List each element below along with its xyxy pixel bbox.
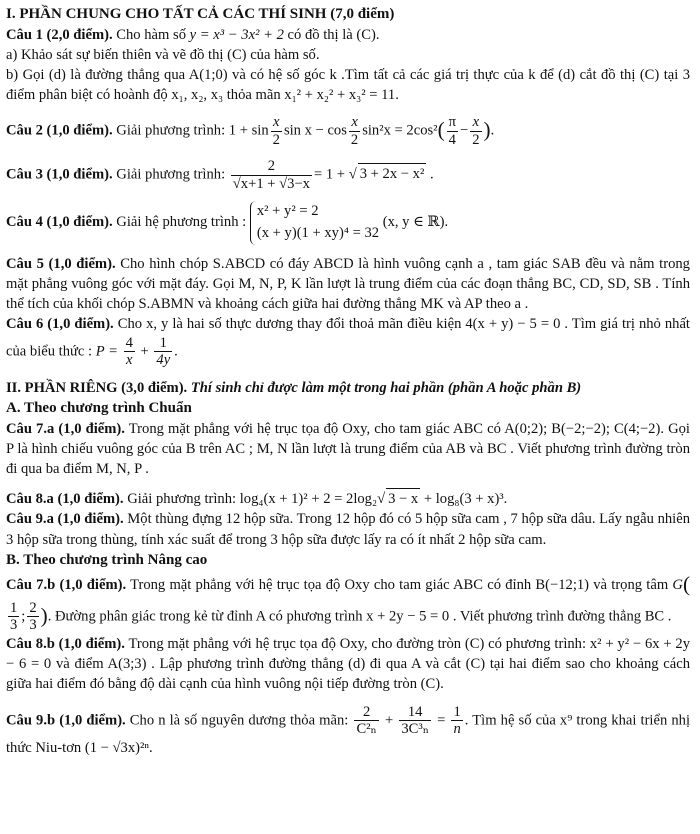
question-9b: Câu 9.b (1,0 điểm). Cho n là số nguyên dương thỏa mãn: $\frac{2}{\text{C²ₙ}}$ + $\frac{14}{\text{3C³ₙ}}$ = $\frac{1}{n}$ . Tìm hệ số của x⁹ trong khai triển nhị thức Niu-tơn (1 − √3x)²ⁿ. bbox=[6, 703, 690, 757]
question-4: Câu 4 (1,0 điểm). Giải hệ phương trình : x² + y² = 2 (x + y)(1 + xy)⁴ = 32 (x, y ∈ ℝ). bbox=[6, 201, 690, 245]
q6-label: Câu 6 (1,0 điểm). bbox=[6, 316, 114, 333]
section-2-heading: II. PHẦN RIÊNG (3,0 điểm). Thí sinh chỉ được làm một trong hai phần (phần A hoặc phần B) bbox=[6, 380, 582, 397]
fraction: $\frac{x}{2}$ bbox=[472, 114, 480, 148]
q9a-label: Câu 9.a (1,0 điểm). bbox=[6, 511, 124, 528]
fraction: $\frac{2}{√x+1 + √3-x}$ bbox=[232, 157, 310, 192]
question-2: Câu 2 (1,0 điểm). Giải phương trình: 1 + sin $\frac{x}{2}$ sin x − cos $\frac{x}{2}$ sin²x = 2cos²( $\frac{\pi}{4}$ − $\frac{x}{2}$ ). bbox=[6, 114, 495, 148]
fraction: $\frac{2}{3}$ bbox=[29, 599, 37, 634]
q7a-label: Câu 7.a (1,0 điểm). bbox=[6, 420, 125, 437]
q4-label: Câu 4 (1,0 điểm). bbox=[6, 214, 113, 231]
question-8b: Câu 8.b (1,0 điểm). Trong mặt phẳng với hệ trục tọa độ Oxy, cho đường tròn (C) có phương trình: x² + y² − 6x + 2y − 6 = 0 và điểm A(3;3) . Lập phương trình đường thẳng (d) đi qua A và cắt (C) tại hai điểm sao cho khoảng cách giữa hai điểm đó bằng độ dài cạnh của hình vuông nội tiếp đường tròn (C). bbox=[6, 636, 691, 693]
section-b-heading: B. Theo chương trình Nâng cao bbox=[6, 551, 208, 568]
question-7a: Câu 7.a (1,0 điểm). Trong mặt phẳng với hệ trục tọa độ Oxy, cho tam giác ABC có A(0;2); B(−2;−2); C(4;−2). Gọi P là hình chiếu vuông góc của B trên AC ; M, N lần lượt là trung điểm của AB và BC . Viết phương trình đường tròn đi qua ba điểm M, N, P . bbox=[6, 420, 690, 478]
question-5: Câu 5 (1,0 điểm). Cho hình chóp S.ABCD có đáy ABCD là hình vuông cạnh a , tam giác SAB đều và nằm trong mặt phẳng vuông góc với mặt đáy. Gọi M, N, P, K lần lượt là trung điểm của các đoạn thẳng BC, CD, SD, SB . Tính thể tích của khối chóp S.ABMN và khoảng cách giữa hai đường thẳng MK và AP theo a . bbox=[6, 256, 690, 313]
q2-label: Câu 2 (1,0 điểm). bbox=[6, 122, 113, 139]
question-1b: b) Gọi (d) là đường thẳng qua A(1;0) và có hệ số góc k .Tìm tất cả các giá trị thực của k để (d) cắt đồ thị (C) tại 3 điểm phân biệt có hoành độ x₁, x₂, x₃ thỏa mãn x₁² + x₂² + x₃² = 11. bbox=[6, 66, 690, 104]
q5-label: Câu 5 (1,0 điểm). bbox=[6, 256, 116, 273]
question-9a: Câu 9.a (1,0 điểm). Một thùng đựng 12 hộp sữa. Trong 12 hộp đó có 5 hộp sữa cam , 7 hộp sữa dâu. Lấy ngẫu nhiên 3 hộp sữa trong thùng, tính xác suất để trong 3 hộp sữa được lấy ra có ít nhất 2 hộp sữa cam. bbox=[6, 511, 690, 548]
question-1a: a) Khảo sát sự biến thiên và vẽ đồ thị (C) của hàm số. bbox=[6, 46, 320, 63]
fraction: $\frac{x}{2}$ bbox=[350, 114, 359, 148]
question-7b: Câu 7.b (1,0 điểm). Trong mặt phẳng với hệ trục tọa độ Oxy cho tam giác ABC có đỉnh B(−12;1) và trọng tâm G( $\frac{1}{3}$ ; $\frac{2}{3}$ ). Đường phân giác trong kẻ từ đỉnh A có phương trình x + 2y − 5 = 0 . Viết phương trình đường thẳng BC . bbox=[6, 572, 690, 634]
q7b-label: Câu 7.b (1,0 điểm). bbox=[6, 577, 127, 594]
question-6: Câu 6 (1,0 điểm). Cho x, y là hai số thực dương thay đổi thoả mãn điều kiện 4(x + y) − 5 = 0 . Tìm giá trị nhỏ nhất của biểu thức : P = $\frac{4}{x}$ + $\frac{1}{4y}$ . bbox=[6, 316, 690, 369]
q9b-label: Câu 9.b (1,0 điểm). bbox=[6, 712, 126, 729]
question-8a: Câu 8.a (1,0 điểm). Giải phương trình: log₄(x + 1)² + 2 = 2log₂√ 3 − x + log₈(3 + x)³. bbox=[6, 488, 690, 509]
q3-label: Câu 3 (1,0 điểm). bbox=[6, 166, 113, 183]
q8b-label: Câu 8.b (1,0 điểm). bbox=[6, 636, 125, 653]
fraction: $\frac{14}{\text{3C³ₙ}}$ bbox=[401, 703, 430, 738]
question-3: Câu 3 (1,0 điểm). Giải phương trình: $\frac{2}{√x+1 + √3-x}$ = 1 + √ 3 + 2x − x² . bbox=[6, 157, 434, 192]
fraction: $\frac{1}{4y}$ bbox=[156, 334, 171, 369]
q1-label: Câu 1 (2,0 điểm). bbox=[6, 26, 113, 43]
fraction: $\frac{\pi}{4}$ bbox=[448, 114, 456, 148]
fraction: $\frac{2}{\text{C²ₙ}}$ bbox=[356, 703, 377, 738]
fraction: $\frac{4}{x}$ bbox=[125, 334, 133, 369]
section-1-heading: I. PHẦN CHUNG CHO TẤT CẢ CÁC THÍ SINH (7,0 điểm) bbox=[6, 6, 395, 22]
section-a-heading: A. Theo chương trình Chuẩn bbox=[6, 400, 192, 417]
q8a-label: Câu 8.a (1,0 điểm). bbox=[6, 491, 124, 508]
equation-system: x² + y² = 2 (x + y)(1 + xy)⁴ = 32 bbox=[250, 201, 379, 245]
fraction: $\frac{x}{2}$ bbox=[272, 114, 280, 148]
fraction: $\frac{1}{3}$ bbox=[10, 599, 18, 634]
question-1: Câu 1 (2,0 điểm). Cho hàm số y = x³ − 3x² + 2 có đồ thị là (C). bbox=[6, 26, 380, 43]
fraction: $\frac{1}{n}$ bbox=[453, 703, 461, 738]
